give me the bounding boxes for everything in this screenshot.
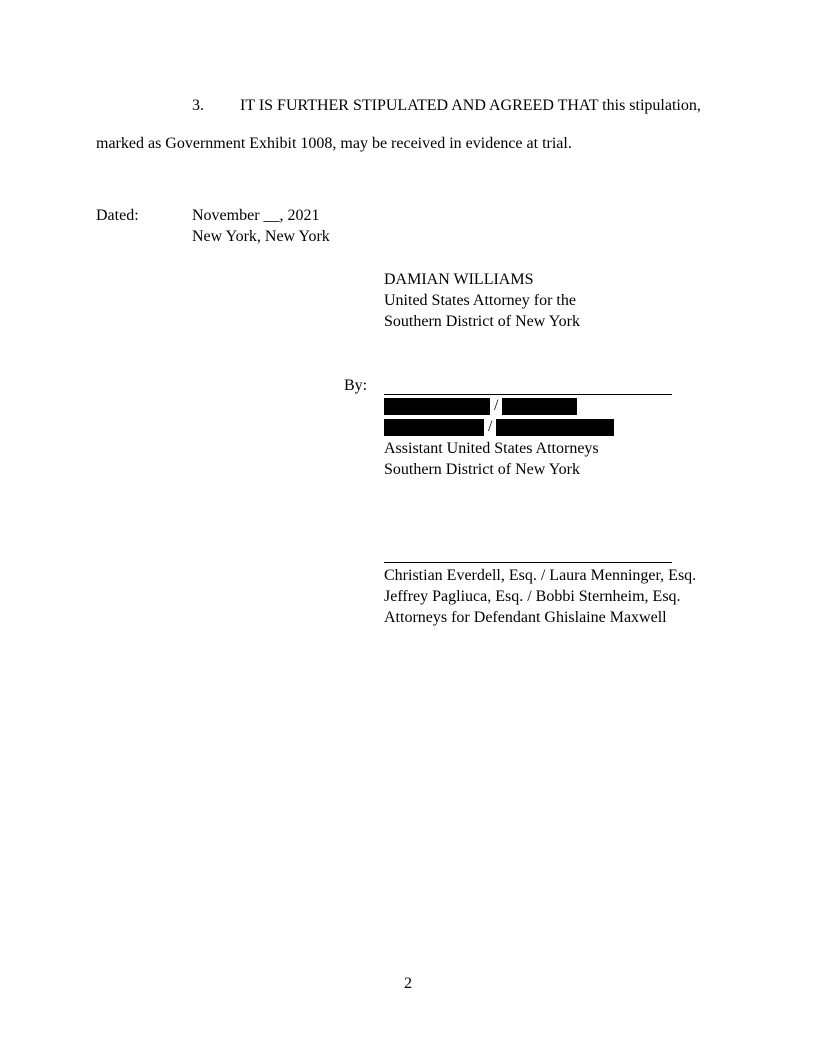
redaction-box xyxy=(384,398,490,415)
us-attorney-name: DAMIAN WILLIAMS xyxy=(384,271,534,288)
paragraph-number: 3. xyxy=(192,97,204,114)
us-attorney-title-line2: Southern District of New York xyxy=(384,313,580,330)
by-label: By: xyxy=(344,377,368,394)
name-separator: / xyxy=(488,418,493,435)
ausa-role-line2: Southern District of New York xyxy=(384,461,580,478)
government-signature-line xyxy=(384,394,672,395)
redaction-box xyxy=(502,398,577,415)
government-signature-block xyxy=(384,269,580,332)
defense-signature-line xyxy=(384,562,672,563)
page-number: 2 xyxy=(404,975,412,992)
paragraph-continuation: marked as Government Exhibit 1008, may be received in evidence at trial. xyxy=(96,135,572,152)
paragraph-first-line: IT IS FURTHER STIPULATED AND AGREED THAT this stipulation, xyxy=(240,97,701,114)
dated-place: New York, New York xyxy=(192,228,330,245)
redacted-names-row-1 xyxy=(384,397,577,415)
redacted-names-row-2 xyxy=(384,418,614,436)
redaction-box xyxy=(384,419,484,436)
name-separator: / xyxy=(494,397,499,414)
defense-line3: Attorneys for Defendant Ghislaine Maxwell xyxy=(384,609,667,626)
us-attorney-title-line1: United States Attorney for the xyxy=(384,292,576,309)
defense-line1: Christian Everdell, Esq. / Laura Menninger, Esq. xyxy=(384,567,697,584)
dated-date: November __, 2021 xyxy=(192,207,320,224)
redaction-box xyxy=(496,419,614,436)
ausa-role-line1: Assistant United States Attorneys xyxy=(384,440,599,457)
ausa-role-block xyxy=(384,438,599,480)
dated-label: Dated: xyxy=(96,207,139,224)
defense-signature-block xyxy=(384,565,696,628)
defense-line2: Jeffrey Pagliuca, Esq. / Bobbi Sternheim, Esq. xyxy=(384,588,681,605)
